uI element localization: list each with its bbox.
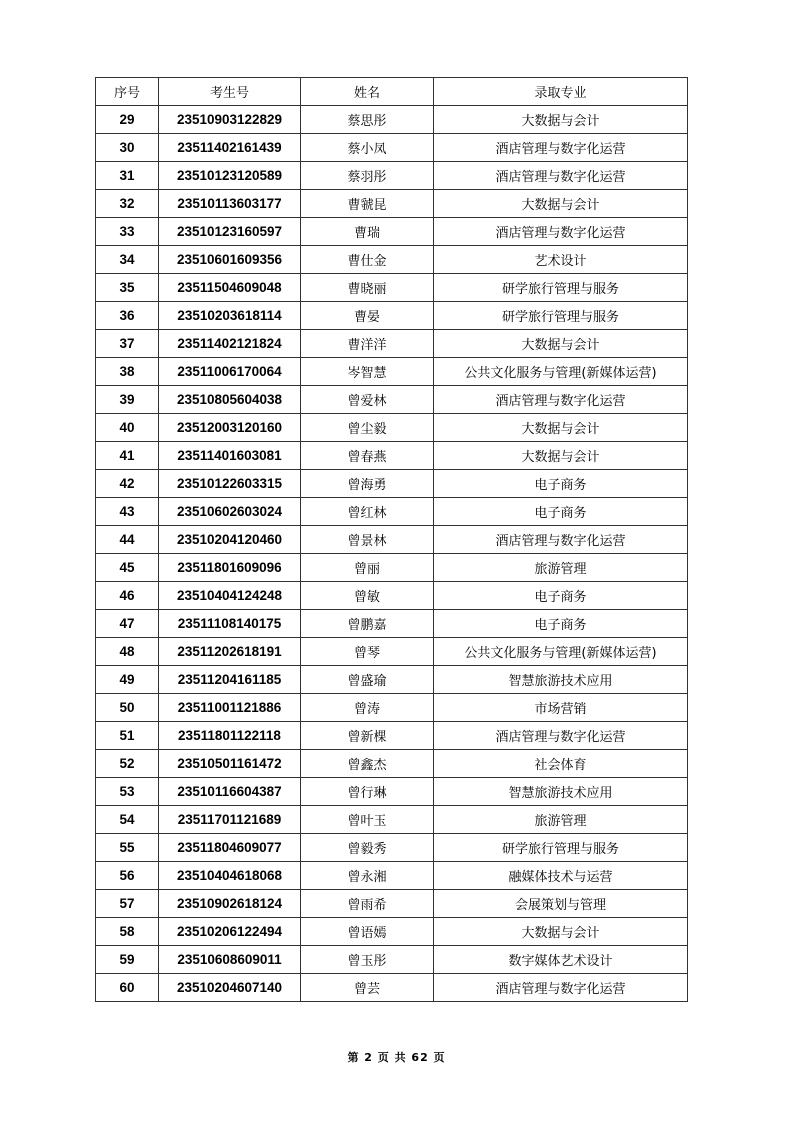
student-name: 曾鹏嘉 xyxy=(301,610,434,638)
student-name: 曾丽 xyxy=(301,554,434,582)
exam-id: 23511204161185 xyxy=(159,666,301,694)
exam-id: 23511006170064 xyxy=(159,358,301,386)
student-name: 蔡小凤 xyxy=(301,134,434,162)
row-index: 42 xyxy=(96,470,159,498)
exam-id: 23510805604038 xyxy=(159,386,301,414)
row-index: 38 xyxy=(96,358,159,386)
row-index: 32 xyxy=(96,190,159,218)
exam-id: 23510116604387 xyxy=(159,778,301,806)
table-row xyxy=(96,862,688,890)
major: 大数据与会计 xyxy=(434,190,688,218)
exam-id: 23511804609077 xyxy=(159,834,301,862)
exam-id: 23510404124248 xyxy=(159,582,301,610)
student-name: 曾芸 xyxy=(301,974,434,1002)
exam-id: 23510404618068 xyxy=(159,862,301,890)
table-row xyxy=(96,610,688,638)
row-index: 43 xyxy=(96,498,159,526)
table-row xyxy=(96,470,688,498)
student-name: 曾尘毅 xyxy=(301,414,434,442)
row-index: 48 xyxy=(96,638,159,666)
exam-id: 23510608609011 xyxy=(159,946,301,974)
table-row xyxy=(96,750,688,778)
header-exam-id: 考生号 xyxy=(159,78,301,106)
student-name: 曾景林 xyxy=(301,526,434,554)
student-name: 蔡羽彤 xyxy=(301,162,434,190)
major: 融媒体技术与运营 xyxy=(434,862,688,890)
row-index: 41 xyxy=(96,442,159,470)
table-row xyxy=(96,694,688,722)
row-index: 51 xyxy=(96,722,159,750)
exam-id: 23510122603315 xyxy=(159,470,301,498)
major: 酒店管理与数字化运营 xyxy=(434,134,688,162)
row-index: 56 xyxy=(96,862,159,890)
row-index: 53 xyxy=(96,778,159,806)
page-footer: 第 2 页 共 62 页 xyxy=(347,1051,446,1064)
major: 电子商务 xyxy=(434,610,688,638)
row-index: 50 xyxy=(96,694,159,722)
student-name: 曹晏 xyxy=(301,302,434,330)
major: 研学旅行管理与服务 xyxy=(434,274,688,302)
exam-id: 23510206122494 xyxy=(159,918,301,946)
table-header-row xyxy=(96,78,688,106)
major: 电子商务 xyxy=(434,582,688,610)
table-row xyxy=(96,918,688,946)
exam-id: 23510203618114 xyxy=(159,302,301,330)
major: 市场营销 xyxy=(434,694,688,722)
exam-id: 23511202618191 xyxy=(159,638,301,666)
row-index: 39 xyxy=(96,386,159,414)
header-index: 序号 xyxy=(96,78,159,106)
student-name: 曹晓丽 xyxy=(301,274,434,302)
exam-id: 23510113603177 xyxy=(159,190,301,218)
major: 酒店管理与数字化运营 xyxy=(434,974,688,1002)
student-name: 曾海勇 xyxy=(301,470,434,498)
major: 艺术设计 xyxy=(434,246,688,274)
student-name: 曾语嫣 xyxy=(301,918,434,946)
student-name: 曾琴 xyxy=(301,638,434,666)
table-row xyxy=(96,302,688,330)
table-row xyxy=(96,806,688,834)
major: 电子商务 xyxy=(434,470,688,498)
table-row xyxy=(96,330,688,358)
row-index: 46 xyxy=(96,582,159,610)
table-row xyxy=(96,190,688,218)
major: 酒店管理与数字化运营 xyxy=(434,722,688,750)
table-row xyxy=(96,666,688,694)
table-row xyxy=(96,554,688,582)
table-row xyxy=(96,638,688,666)
table-row xyxy=(96,218,688,246)
row-index: 35 xyxy=(96,274,159,302)
exam-id: 23511402121824 xyxy=(159,330,301,358)
table-row xyxy=(96,582,688,610)
major: 酒店管理与数字化运营 xyxy=(434,218,688,246)
student-name: 曾毅秀 xyxy=(301,834,434,862)
row-index: 49 xyxy=(96,666,159,694)
student-name: 蔡思彤 xyxy=(301,106,434,134)
row-index: 58 xyxy=(96,918,159,946)
row-index: 37 xyxy=(96,330,159,358)
student-name: 曾行琳 xyxy=(301,778,434,806)
student-name: 岑智慧 xyxy=(301,358,434,386)
row-index: 30 xyxy=(96,134,159,162)
exam-id: 23511801122118 xyxy=(159,722,301,750)
table-row xyxy=(96,414,688,442)
row-index: 54 xyxy=(96,806,159,834)
table-row xyxy=(96,274,688,302)
row-index: 40 xyxy=(96,414,159,442)
row-index: 57 xyxy=(96,890,159,918)
major: 公共文化服务与管理(新媒体运营) xyxy=(434,638,688,666)
table-row xyxy=(96,386,688,414)
table-row xyxy=(96,246,688,274)
student-name: 曹洋洋 xyxy=(301,330,434,358)
student-name: 曾红林 xyxy=(301,498,434,526)
exam-id: 23511001121886 xyxy=(159,694,301,722)
major: 大数据与会计 xyxy=(434,106,688,134)
header-name: 姓名 xyxy=(301,78,434,106)
table-row xyxy=(96,722,688,750)
table-row xyxy=(96,974,688,1002)
header-major: 录取专业 xyxy=(434,78,688,106)
table-row xyxy=(96,498,688,526)
major: 电子商务 xyxy=(434,498,688,526)
table-row xyxy=(96,778,688,806)
table-row xyxy=(96,134,688,162)
student-name: 曹瑞 xyxy=(301,218,434,246)
major: 数字媒体艺术设计 xyxy=(434,946,688,974)
exam-id: 23511701121689 xyxy=(159,806,301,834)
row-index: 45 xyxy=(96,554,159,582)
major: 智慧旅游技术应用 xyxy=(434,778,688,806)
student-name: 曾敏 xyxy=(301,582,434,610)
student-name: 曾玉彤 xyxy=(301,946,434,974)
exam-id: 23510204607140 xyxy=(159,974,301,1002)
student-name: 曾爱林 xyxy=(301,386,434,414)
student-name: 曾新棵 xyxy=(301,722,434,750)
major: 智慧旅游技术应用 xyxy=(434,666,688,694)
table-row xyxy=(96,890,688,918)
row-index: 47 xyxy=(96,610,159,638)
major: 旅游管理 xyxy=(434,806,688,834)
row-index: 31 xyxy=(96,162,159,190)
exam-id: 23511402161439 xyxy=(159,134,301,162)
row-index: 52 xyxy=(96,750,159,778)
student-name: 曹仕金 xyxy=(301,246,434,274)
admission-table xyxy=(95,77,688,1002)
table-row xyxy=(96,946,688,974)
exam-id: 23510501161472 xyxy=(159,750,301,778)
major: 社会体育 xyxy=(434,750,688,778)
major: 酒店管理与数字化运营 xyxy=(434,162,688,190)
major: 研学旅行管理与服务 xyxy=(434,834,688,862)
row-index: 55 xyxy=(96,834,159,862)
student-name: 曾春燕 xyxy=(301,442,434,470)
exam-id: 23512003120160 xyxy=(159,414,301,442)
row-index: 34 xyxy=(96,246,159,274)
exam-id: 23511504609048 xyxy=(159,274,301,302)
exam-id: 23511801609096 xyxy=(159,554,301,582)
exam-id: 23511401603081 xyxy=(159,442,301,470)
student-name: 曾叶玉 xyxy=(301,806,434,834)
exam-id: 23510123120589 xyxy=(159,162,301,190)
major: 酒店管理与数字化运营 xyxy=(434,386,688,414)
exam-id: 23510602603024 xyxy=(159,498,301,526)
table-row xyxy=(96,834,688,862)
table-row xyxy=(96,358,688,386)
exam-id: 23510204120460 xyxy=(159,526,301,554)
student-name: 曾鑫杰 xyxy=(301,750,434,778)
row-index: 59 xyxy=(96,946,159,974)
major: 旅游管理 xyxy=(434,554,688,582)
student-name: 曾永湘 xyxy=(301,862,434,890)
major: 会展策划与管理 xyxy=(434,890,688,918)
major: 研学旅行管理与服务 xyxy=(434,302,688,330)
row-index: 60 xyxy=(96,974,159,1002)
major: 酒店管理与数字化运营 xyxy=(434,526,688,554)
table-row xyxy=(96,526,688,554)
student-name: 曾涛 xyxy=(301,694,434,722)
major: 大数据与会计 xyxy=(434,330,688,358)
table-row xyxy=(96,442,688,470)
row-index: 29 xyxy=(96,106,159,134)
row-index: 33 xyxy=(96,218,159,246)
major: 公共文化服务与管理(新媒体运营) xyxy=(434,358,688,386)
major: 大数据与会计 xyxy=(434,414,688,442)
exam-id: 23510903122829 xyxy=(159,106,301,134)
row-index: 44 xyxy=(96,526,159,554)
exam-id: 23510601609356 xyxy=(159,246,301,274)
exam-id: 23511108140175 xyxy=(159,610,301,638)
major: 大数据与会计 xyxy=(434,918,688,946)
student-name: 曾盛瑜 xyxy=(301,666,434,694)
table-row xyxy=(96,162,688,190)
row-index: 36 xyxy=(96,302,159,330)
student-name: 曹虢昆 xyxy=(301,190,434,218)
student-name: 曾雨希 xyxy=(301,890,434,918)
exam-id: 23510123160597 xyxy=(159,218,301,246)
table-row xyxy=(96,106,688,134)
exam-id: 23510902618124 xyxy=(159,890,301,918)
major: 大数据与会计 xyxy=(434,442,688,470)
